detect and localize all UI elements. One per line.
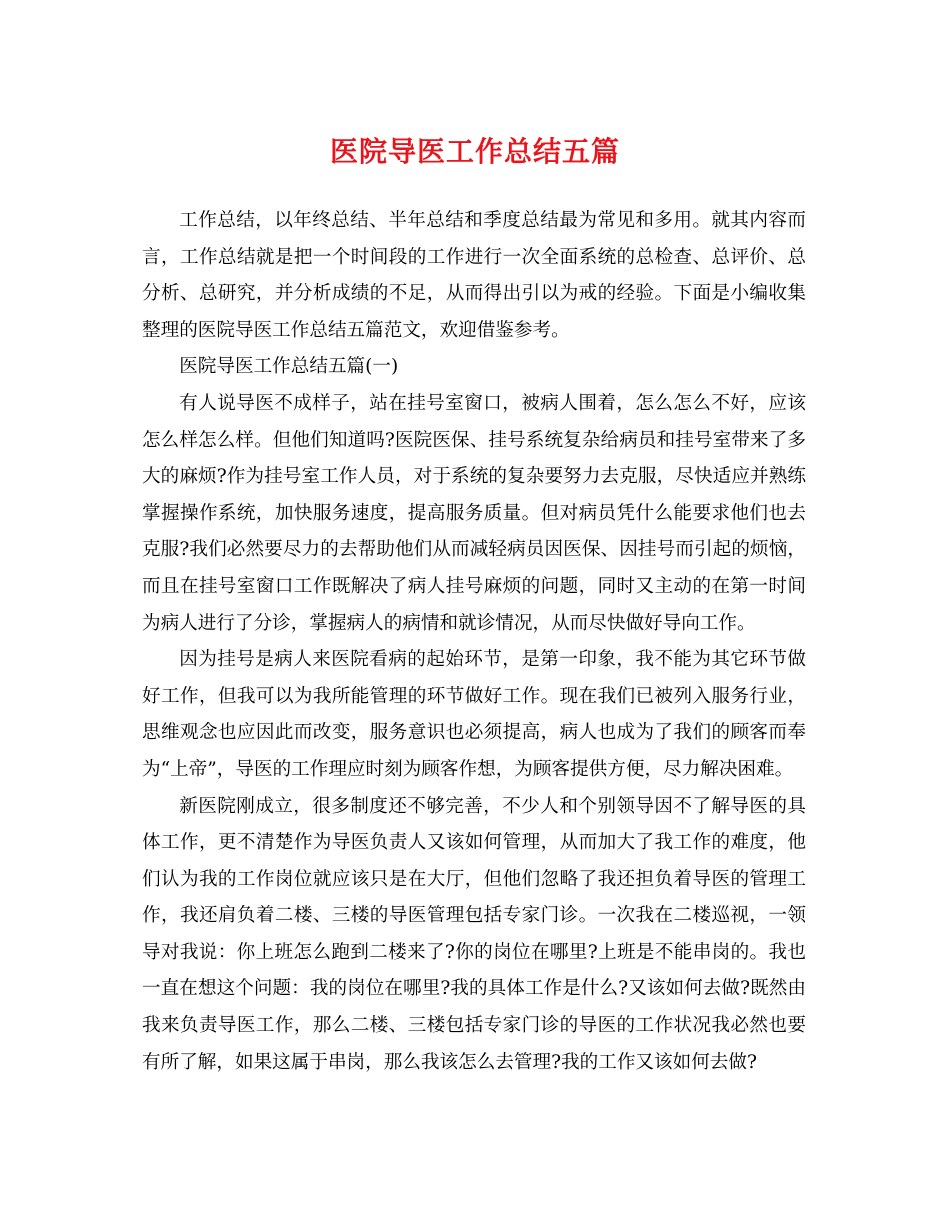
paragraph: 新医院刚成立，很多制度还不够完善，不少人和个别领导因不了解导医的具体工作，更不清楚作为导医负责人又该如何管理，从而加大了我工作的难度，他们认为我的工作岗位就应该只是在大厅，但他们忽略了我还担负着导医的管理工作，我还肩负着二楼、三楼的导医管理包括专家门诊。一次我在二楼巡视，一领导对我说：你上班怎么跑到二楼来了?你的岗位在哪里?上班是不能串岗的。我也一直在想这个问题：我的岗位在哪里?我的具体工作是什么?又该如何去做?既然由我来负责导医工作，那么二楼、三楼包括专家门诊的导医的工作状况我必然也要有所了解，如果这属于串岗，那么我该怎么去管理?我的工作又该如何去做?	[142, 795, 806, 1073]
section-heading: 医院导医工作总结五篇(一)	[179, 356, 399, 378]
document-body	[142, 203, 806, 1081]
paragraph: 因为挂号是病人来医院看病的起始环节，是第一印象，我不能为其它环节做好工作，但我可以为我所能管理的环节做好工作。现在我们已被列入服务行业，思维观念也应因此而改变，服务意识也必须提高，病人也成为了我们的顾客而奉为“上帝”，导医的工作理应时刻为顾客作想，为顾客提供方便，尽力解决困难。	[142, 649, 806, 780]
paragraph: 有人说导医不成样子，站在挂号室窗口，被病人围着，怎么怎么不好，应该怎么样怎么样。但他们知道吗?医院医保、挂号系统复杂给病员和挂号室带来了多大的麻烦?作为挂号室工作人员，对于系统的复杂要努力去克服，尽快适应并熟练掌握操作系统，加快服务速度，提高服务质量。但对病员凭什么能要求他们也去克服?我们必然要尽力的去帮助他们从而减轻病员因医保、因挂号而引起的烦恼，而且在挂号室窗口工作既解决了病人挂号麻烦的问题，同时又主动的在第一时间为病人进行了分诊，掌握病人的病情和就诊情况，从而尽快做好导向工作。	[142, 392, 806, 634]
paragraph-intro: 工作总结，以年终总结、半年总结和季度总结最为常见和多用。就其内容而言，工作总结就是把一个时间段的工作进行一次全面系统的总检查、总评价、总分析、总研究，并分析成绩的不足，从而得出引以为戒的经验。下面是小编收集整理的医院导医工作总结五篇范文，欢迎借鉴参考。	[142, 210, 806, 341]
document-title: 医院导医工作总结五篇	[329, 135, 620, 168]
